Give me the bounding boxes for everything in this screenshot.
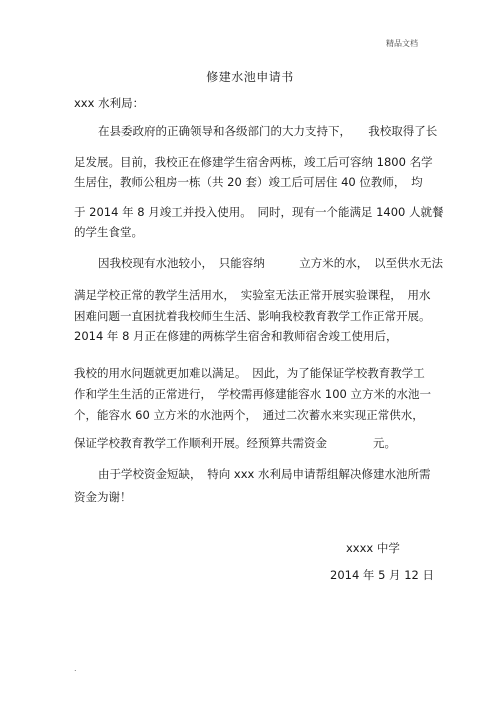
body-line: 因我校现有水池较小， 只能容纳 立方米的水， 以至供水无法: [98, 256, 443, 270]
body-line: 满足学校正常的教学生活用水， 实验室无法正常开展实验课程， 用水: [74, 288, 431, 302]
salutation: xxx 水利局：: [74, 96, 145, 110]
body-line: 作和学生生活的正常进行， 学校需再修建能容水 100 立方米的水池一: [74, 387, 432, 401]
body-line: 足发展。目前，我校正在修建学生宿舍两栋，竣工后可容纳 1800 名学: [74, 155, 433, 169]
body-line: 在县委政府的正确领导和各级部门的大力支持下， 我校取得了长: [98, 124, 438, 138]
body-line: 于 2014 年 8 月竣工并投入使用。 同时，现有一个能满足 1400 人就餐: [74, 205, 444, 219]
body-line: 个，能容水 60 立方米的水池两个， 通过二次蓄水来实现正常供水，: [74, 408, 424, 422]
body-line: 2014 年 8 月正在修建的两栋学生宿舍和教师宿舍竣工使用后，: [74, 329, 398, 343]
body-line: 的学生食堂。: [74, 225, 143, 239]
header-mark: 精品文档: [386, 39, 418, 48]
footer-mark: .: [74, 664, 77, 673]
body-line: 由于学校资金短缺， 特向 xxx 水利局申请帮组解决修建水池所需: [98, 467, 431, 481]
document-title: 修建水池申请书: [206, 70, 294, 84]
body-line: 我校的用水问题就更加难以满足。 因此，为了能保证学校教育教学工: [74, 366, 425, 380]
body-line: 困难问题一直困扰着我校师生生活、影响我校教育教学工作正常开展。: [74, 309, 431, 323]
body-line: 保证学校教育教学工作顺利开展。经预算共需资金 元。: [74, 436, 396, 450]
date: 2014 年 5 月 12 日: [330, 568, 434, 582]
body-line: 资金为谢！: [74, 490, 132, 504]
body-line: 生居住，教师公租房一栋（共 20 套）竣工后可居住 40 位教师， 均: [74, 175, 423, 189]
signature: xxxx 中学: [346, 541, 400, 555]
